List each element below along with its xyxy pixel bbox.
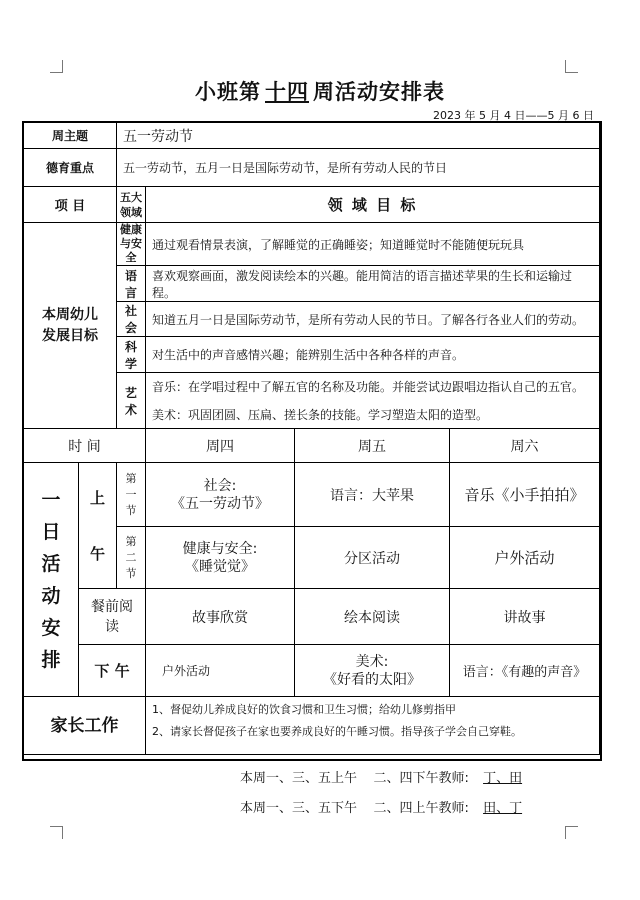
goal-language: 喜欢观察画面，激发阅读绘本的兴趣。能用简洁的语言描述苹果的生长和运输过程。 <box>146 266 600 302</box>
page-title: 小班第 十四 周活动安排表 <box>195 80 445 104</box>
parents-item: 1、督促幼儿养成良好的饮食习惯和卫生习惯；给幼儿修剪指甲 <box>152 703 457 716</box>
sat-premeal: 讲故事 <box>450 589 600 645</box>
area-art: 艺术 <box>117 373 146 429</box>
time-header: 时 间 <box>24 429 146 463</box>
teacher-line-2: 本周一、三、五下午 二、四上午教师: 田、丁 <box>240 797 532 816</box>
day-thu: 周四 <box>146 429 295 463</box>
crop-mark-top-right <box>565 60 578 73</box>
teacher-line-1: 本周一、三、五上午 二、四下午教师: 丁、田 <box>240 767 532 786</box>
day-fri: 周五 <box>295 429 450 463</box>
weekly-goals-label: 本周幼儿发展目标 <box>24 223 117 429</box>
date-range: 2023 年 5 月 4 日——5 月 6 日 <box>433 109 594 122</box>
afternoon-label: 下 午 <box>79 645 146 697</box>
fri-afternoon: 美术: 《好看的太阳》 <box>295 645 450 697</box>
teacher-names-1: 丁、田 <box>483 771 523 786</box>
sat-period-2: 户外活动 <box>450 527 600 589</box>
thu-period-1: 社会: 《五一劳动节》 <box>146 463 295 527</box>
theme-value: 五一劳动节 <box>117 123 600 149</box>
premeal-label: 餐前阅读 <box>79 589 146 645</box>
goal-art: 美术：巩固团圆、压扁、搓长条的技能。学习塑造太阳的造型。 <box>146 401 600 429</box>
fri-premeal: 绘本阅读 <box>295 589 450 645</box>
crop-mark-top-left <box>50 60 63 73</box>
crop-mark-bottom-left <box>50 826 63 839</box>
area-language: 语言 <box>117 266 146 302</box>
schedule-table <box>23 122 600 755</box>
thu-premeal: 故事欣赏 <box>146 589 295 645</box>
period-1-label: 第一节 <box>117 463 146 527</box>
thu-period-2: 健康与安全: 《睡觉觉》 <box>146 527 295 589</box>
goal-music: 音乐：在学唱过程中了解五官的名称及功能。并能尝试边跟唱边指认自己的五官。 <box>146 373 600 401</box>
moral-label: 德育重点 <box>24 149 117 187</box>
project-header: 项 目 <box>24 187 117 223</box>
fri-period-1: 语言：大苹果 <box>295 463 450 527</box>
moral-value: 五一劳动节，五月一日是国际劳动节，是所有劳动人民的节日 <box>117 149 600 187</box>
fri-period-2: 分区活动 <box>295 527 450 589</box>
teacher-names-2: 田、丁 <box>483 801 523 816</box>
thu-afternoon: 户外活动 <box>146 645 295 697</box>
crop-mark-bottom-right <box>565 826 578 839</box>
parents-label: 家长工作 <box>24 697 146 755</box>
day-sat: 周六 <box>450 429 600 463</box>
parents-item: 2、请家长督促孩子在家也要养成良好的午睡习惯。指导孩子学会自己穿鞋。 <box>152 725 523 738</box>
area-social: 社会 <box>117 302 146 337</box>
goal-science: 对生活中的声音感情兴趣；能辨别生活中各种各样的声音。 <box>146 337 600 373</box>
five-areas-header: 五大 领域 <box>117 187 146 223</box>
area-goals-header: 领 域 目 标 <box>146 187 600 223</box>
area-science: 科学 <box>117 337 146 373</box>
parents-tasks <box>146 697 600 755</box>
week-number: 十四 <box>265 80 309 104</box>
sat-period-1: 音乐《小手拍拍》 <box>450 463 600 527</box>
morning-label: 上午 <box>79 463 117 589</box>
theme-label: 周主题 <box>24 123 117 149</box>
daily-activities-label: 一日活动安排 <box>24 463 79 697</box>
goal-social: 知道五月一日是国际劳动节，是所有劳动人民的节日。了解各行各业人们的劳动。 <box>146 302 600 337</box>
sat-afternoon: 语言：《有趣的声音》 <box>450 645 600 697</box>
area-health: 健康与安全 <box>117 223 146 266</box>
goal-health: 通过观看情景表演，了解睡觉的正确睡姿；知道睡觉时不能随便玩玩具 <box>146 223 600 266</box>
period-2-label: 第二节 <box>117 527 146 589</box>
